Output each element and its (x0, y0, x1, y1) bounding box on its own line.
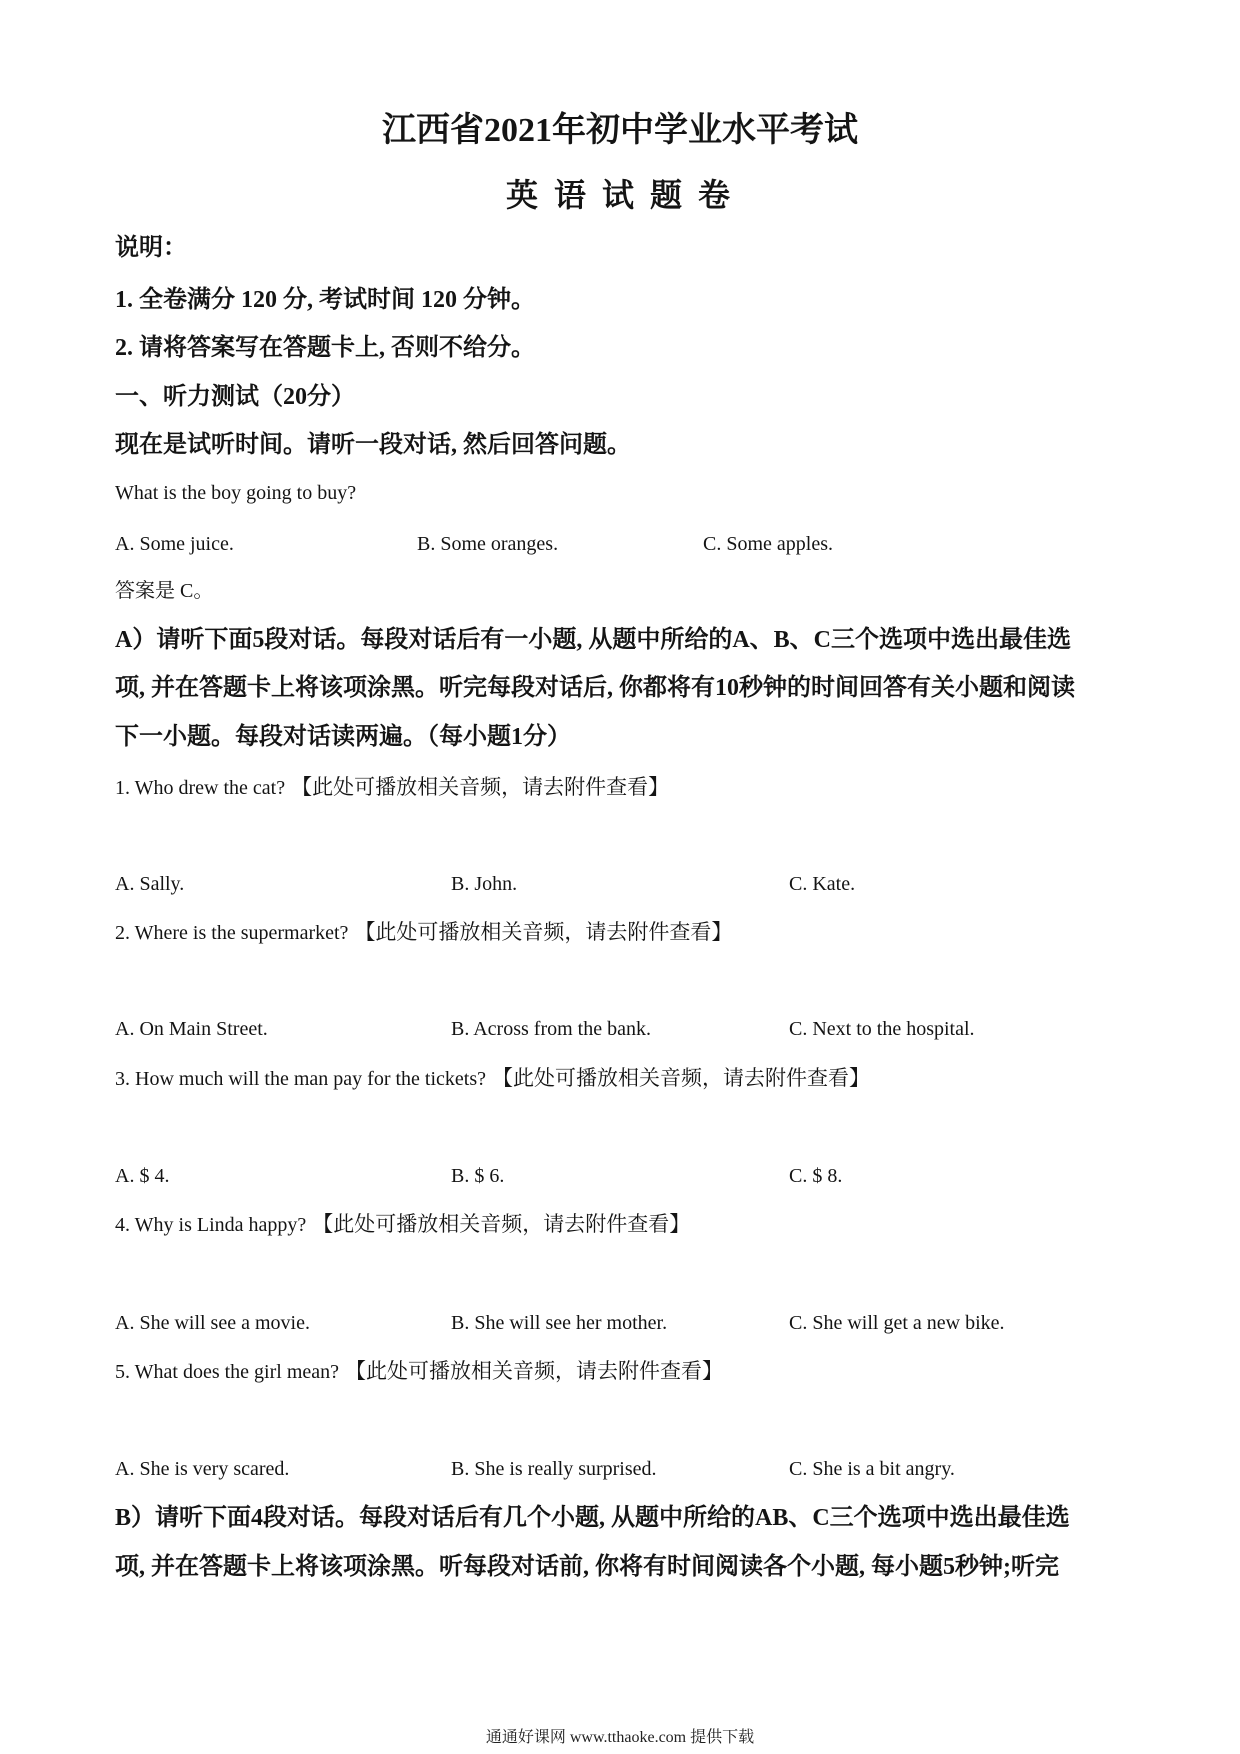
q2-option-a: A. On Main Street. (115, 1018, 268, 1040)
question-text: 1. Who drew the cat? (115, 777, 286, 799)
part-a-instruction-line-3: 下一小题。每段对话读两遍。（每小题1分） (115, 724, 571, 750)
q3-option-a: A. $ 4. (115, 1165, 170, 1187)
part-b-instruction-line-1: B）请听下面4段对话。每段对话后有几个小题, 从题中所给的AB、C三个选项中选出最佳选 (115, 1505, 1070, 1531)
q4-option-a: A. She will see a movie. (115, 1312, 310, 1334)
exam-subtitle: 英 语 试 题 卷 (505, 177, 734, 213)
question-text: 3. How much will the man pay for the tickets? (115, 1068, 487, 1090)
question-text: 2. Where is the supermarket? (115, 922, 349, 944)
question-3 (115, 1065, 870, 1092)
notes-heading: 说明： (115, 235, 187, 261)
audio-note: 【此处可播放相关音频，请去附件查看】 (291, 775, 670, 799)
q5-option-c: C. She is a bit angry. (789, 1458, 955, 1480)
trial-answer: 答案是 C。 (115, 580, 214, 602)
part-a-instruction-line-1: A）请听下面5段对话。每段对话后有一小题, 从题中所给的A、B、C三个选项中选出最佳选 (115, 627, 1072, 653)
audio-note: 【此处可播放相关音频，请去附件查看】 (345, 1359, 724, 1383)
question-text: 5. What does the girl mean? (115, 1361, 340, 1383)
q1-option-b: B. John. (451, 873, 518, 895)
page-footer: 通通好课网 www.tthaoke.com 提供下载 (485, 1729, 755, 1746)
question-4 (115, 1211, 690, 1238)
part-b-instruction-line-2: 项, 并在答题卡上将该项涂黑。听每段对话前, 你将有时间阅读各个小题, 每小题5秒钟;听完 (115, 1554, 1059, 1580)
question-2 (115, 919, 732, 946)
note-item-1: 1. 全卷满分 120 分, 考试时间 120 分钟。 (115, 287, 535, 313)
question-5 (115, 1358, 723, 1385)
exam-title: 江西省2021年初中学业水平考试 (382, 112, 858, 149)
audio-note: 【此处可播放相关音频，请去附件查看】 (312, 1212, 691, 1236)
part-a-instruction-line-2: 项, 并在答题卡上将该项涂黑。听完每段对话后, 你都将有10秒钟的时间回答有关小题和阅读 (115, 675, 1075, 701)
q2-option-b: B. Across from the bank. (451, 1018, 651, 1040)
section-heading: 一、听力测试（20分） (115, 384, 355, 410)
q1-option-c: C. Kate. (789, 873, 856, 895)
trial-option-c: C. Some apples. (703, 533, 833, 555)
q2-option-c: C. Next to the hospital. (789, 1018, 975, 1040)
q4-option-b: B. She will see her mother. (451, 1312, 668, 1334)
q4-option-c: C. She will get a new bike. (789, 1312, 1005, 1334)
trial-option-b: B. Some oranges. (417, 533, 559, 555)
q1-option-a: A. Sally. (115, 873, 185, 895)
q3-option-c: C. $ 8. (789, 1165, 843, 1187)
audio-note: 【此处可播放相关音频，请去附件查看】 (492, 1066, 871, 1090)
question-1 (115, 774, 669, 801)
q5-option-a: A. She is very scared. (115, 1458, 290, 1480)
trial-option-a: A. Some juice. (115, 533, 234, 555)
audio-note: 【此处可播放相关音频，请去附件查看】 (354, 920, 733, 944)
note-item-2: 2. 请将答案写在答题卡上, 否则不给分。 (115, 335, 535, 361)
question-text: 4. Why is Linda happy? (115, 1214, 307, 1236)
trial-question: What is the boy going to buy? (115, 482, 357, 504)
q5-option-b: B. She is really surprised. (451, 1458, 657, 1480)
q3-option-b: B. $ 6. (451, 1165, 505, 1187)
trial-instruction: 现在是试听时间。请听一段对话, 然后回答问题。 (115, 432, 631, 458)
